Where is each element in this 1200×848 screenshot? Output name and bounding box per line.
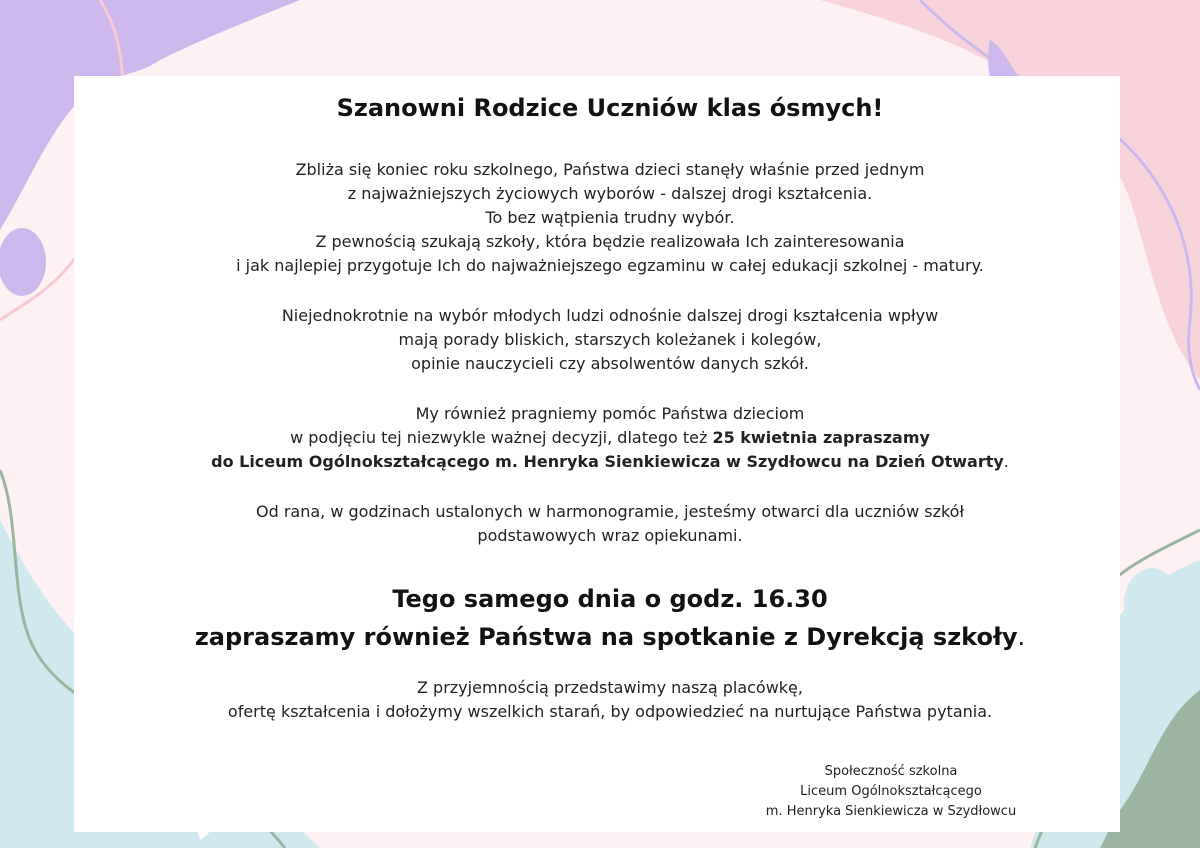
top-left-lavender-blob [0, 228, 46, 296]
punctuation: . [1017, 623, 1026, 651]
signature-line: m. Henryka Sienkiewicza w Szydłowcu [765, 804, 1017, 819]
signature-line: Liceum Ogólnokształcącego [800, 784, 982, 799]
paragraph-line [150, 426, 1070, 450]
signature-block [700, 762, 1082, 822]
school-open-day-name: do Liceum Ogólnokształcącego m. Henryka Sienkiewicza w Szydłowcu na Dzień Otwarty [211, 452, 1004, 471]
paragraph-intro [150, 158, 1070, 278]
bottom-right-blue-blob [1124, 568, 1180, 640]
paragraph-invitation [150, 402, 1070, 474]
paragraph-line [150, 450, 1070, 474]
letter-content [150, 88, 1070, 724]
meeting-highlight [150, 580, 1070, 656]
paragraph-line: Niejednokrotnie na wybór młodych ludzi odnośnie dalszej drogi kształcenia wpływ [281, 306, 939, 325]
paragraph-line: My również pragniemy pomóc Państwa dzieciom [415, 404, 805, 423]
paragraph-line: Zbliża się koniec roku szkolnego, Państwa dzieci stanęły właśnie przed jednym [295, 160, 925, 179]
paragraph-line: mają porady bliskich, starszych koleżanek i kolegów, [398, 330, 822, 349]
paragraph-line: Z przyjemnością przedstawimy naszą placówkę, [417, 678, 803, 697]
meeting-invitation [150, 618, 1070, 656]
paragraph-schedule [150, 500, 1070, 548]
paragraph-line: z najważniejszych życiowych wyborów - dalszej drogi kształcenia. [347, 184, 873, 203]
punctuation: . [1003, 452, 1009, 471]
paragraph-line: Od rana, w godzinach ustalonych w harmonogramie, jesteśmy otwarci dla uczniów szkół [255, 502, 964, 521]
open-day-date: 25 kwietnia zapraszamy [712, 428, 930, 447]
paragraph-line: i jak najlepiej przygotuje Ich do najważniejszego egzaminu w całej edukacji szkolnej - matury. [236, 256, 984, 275]
meeting-time: Tego samego dnia o godz. 16.30 [392, 585, 828, 613]
letter-heading: Szanowni Rodzice Uczniów klas ósmych! [336, 94, 884, 122]
invitation-text: w podjęciu tej niezwykle ważnej decyzji, dlatego też [290, 428, 713, 447]
paragraph-line: ofertę kształcenia i dołożymy wszelkich starań, by odpowiedzieć na nurtujące Państwa pytania. [227, 702, 993, 721]
meeting-invitation-text: zapraszamy również Państwa na spotkanie z Dyrekcją szkoły [194, 623, 1018, 651]
signature-line: Społeczność szkolna [824, 764, 958, 779]
paragraph-line: podstawowych wraz opiekunami. [477, 526, 743, 545]
paragraph-line: opinie nauczycieli czy absolwentów danych szkół. [411, 354, 809, 373]
paragraph-closing [150, 676, 1070, 724]
paragraph-influences [150, 304, 1070, 376]
paragraph-line: Z pewnością szukają szkoły, która będzie realizowała Ich zainteresowania [315, 232, 905, 251]
paragraph-line: To bez wątpienia trudny wybór. [485, 208, 735, 227]
